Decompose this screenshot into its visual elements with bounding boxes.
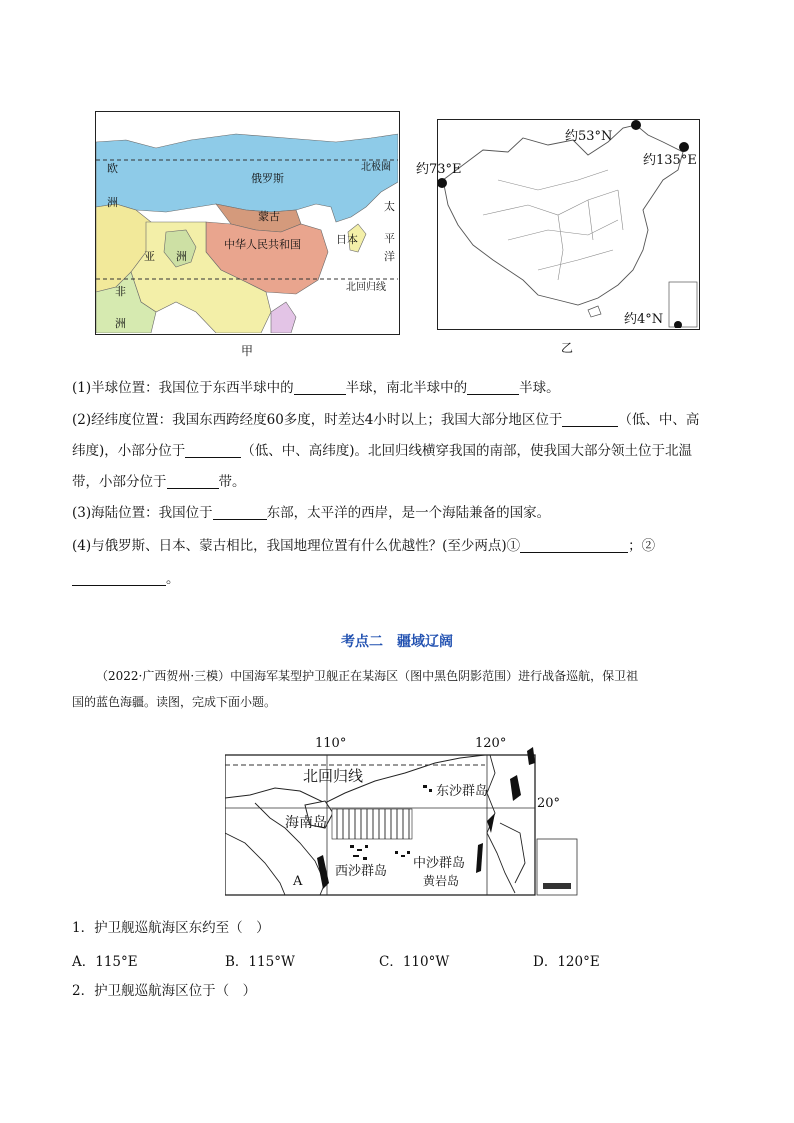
- label-west: 约73°E: [416, 162, 462, 177]
- intro-line2: 国的蓝色海疆。读图，完成下面小题。: [72, 695, 277, 709]
- label-africa-2: 洲: [115, 317, 126, 330]
- question-3: (3)海陆位置：我国位于 东部，太平洋的西岸，是一个海陆兼备的国家。: [72, 505, 551, 521]
- label-europe-2: 洲: [107, 196, 118, 209]
- answer-blank-4a[interactable]: [520, 536, 628, 553]
- label-dongsha: 东沙群岛: [436, 784, 489, 799]
- question-4-line1: (4)与俄罗斯、日本、蒙古相比，我国地理位置有什么优越性？(至少两点)① ；②: [72, 538, 656, 554]
- label-east: 约135°E: [643, 153, 697, 168]
- label-south: 约4°N: [624, 312, 664, 327]
- section-title: 考点二 疆域辽阔: [341, 634, 453, 650]
- label-europe-1: 欧: [107, 162, 118, 175]
- label-point-a: A: [293, 874, 303, 889]
- answer-blank-2b[interactable]: [185, 441, 241, 458]
- label-xisha: 西沙群岛: [335, 864, 388, 879]
- question-1: (1)半球位置：我国位于东西半球中的 半球，南北半球中的 半球。: [72, 380, 560, 396]
- caption-jia: 甲: [241, 344, 254, 358]
- marker-north: [631, 120, 641, 130]
- question-4-line2: 。: [72, 564, 732, 594]
- label-lon-110: 110°: [315, 736, 347, 751]
- label-pacific-2: 平: [384, 232, 395, 245]
- russia-region: [96, 134, 398, 222]
- map-jia: [95, 111, 400, 335]
- label-zhongsha: 中沙群岛: [413, 856, 466, 871]
- label-pacific-3: 洋: [384, 250, 395, 263]
- southeast-asia-region: [271, 302, 296, 333]
- label-tropic: 北回归线: [346, 282, 386, 293]
- label-lon-120: 120°: [475, 736, 507, 751]
- label-huangyan: 黄岩岛: [423, 874, 460, 888]
- label-japan: 日本: [336, 233, 358, 246]
- label-hainan: 海南岛: [285, 815, 327, 831]
- label-china: 中华人民共和国: [224, 238, 301, 251]
- patrol-area: [332, 809, 412, 839]
- caption-yi: 乙: [561, 341, 574, 355]
- hainan-outline: [588, 306, 601, 317]
- china-outline: [443, 125, 683, 305]
- question-2-line3: 带，小部分位于 带。: [72, 474, 246, 490]
- intro-line1: （2022·广西贺州·三模）中国海军某型护卫舰正在某海区（图中黑色阴影范围）进行战备巡航，保卫祖: [96, 669, 639, 683]
- mcq-2: 2．护卫舰巡航海区位于（ ）: [72, 983, 257, 999]
- map-sea-svg: [225, 733, 581, 898]
- map-sea: [225, 733, 581, 898]
- label-mongolia: 蒙古: [258, 210, 280, 223]
- question-2-line1: (2)经纬度位置：我国东西跨经度60多度，时差达4小时以上；我国大部分地区位于 （低、中、高: [72, 412, 700, 428]
- mcq-1: 1．护卫舰巡航海区东约至（ ）: [72, 920, 270, 936]
- answer-blank-2c[interactable]: [167, 472, 219, 489]
- south-sea-inset: [669, 282, 697, 327]
- mcq-1-option-c[interactable]: C．110°W: [379, 954, 450, 970]
- mcq-1-option-b[interactable]: B．115°W: [225, 954, 295, 970]
- label-sea-tropic: 北回归线: [303, 767, 364, 785]
- label-asia-1: 亚: [144, 250, 155, 263]
- map-yi-svg: [438, 120, 698, 328]
- mcq-1-option-d[interactable]: D．120°E: [533, 954, 600, 970]
- map-jia-svg: [96, 112, 398, 333]
- label-russia: 俄罗斯: [251, 172, 284, 185]
- question-2-line2: 纬度)，小部分位于 （低、中、高纬度)。北回归线横穿我国的南部，使我国大部分领土位于北温: [72, 443, 693, 459]
- answer-blank-1a[interactable]: [294, 378, 346, 395]
- sea-inset-scale: [543, 883, 571, 889]
- answer-blank-1b[interactable]: [467, 378, 519, 395]
- label-asia-2: 洲: [176, 250, 187, 263]
- label-africa-1: 非: [115, 285, 126, 298]
- map-yi: [437, 119, 700, 330]
- label-pacific-1: 太: [384, 200, 395, 213]
- answer-blank-4b[interactable]: [72, 569, 166, 586]
- label-arctic-circle: 北极圈: [361, 162, 391, 173]
- label-lat-20: 20°: [537, 796, 561, 811]
- marker-east: [679, 142, 689, 152]
- answer-blank-2a[interactable]: [562, 410, 618, 427]
- mcq-1-option-a[interactable]: A．115°E: [72, 954, 138, 970]
- label-north: 约53°N: [565, 129, 613, 144]
- answer-blank-3[interactable]: [213, 503, 267, 520]
